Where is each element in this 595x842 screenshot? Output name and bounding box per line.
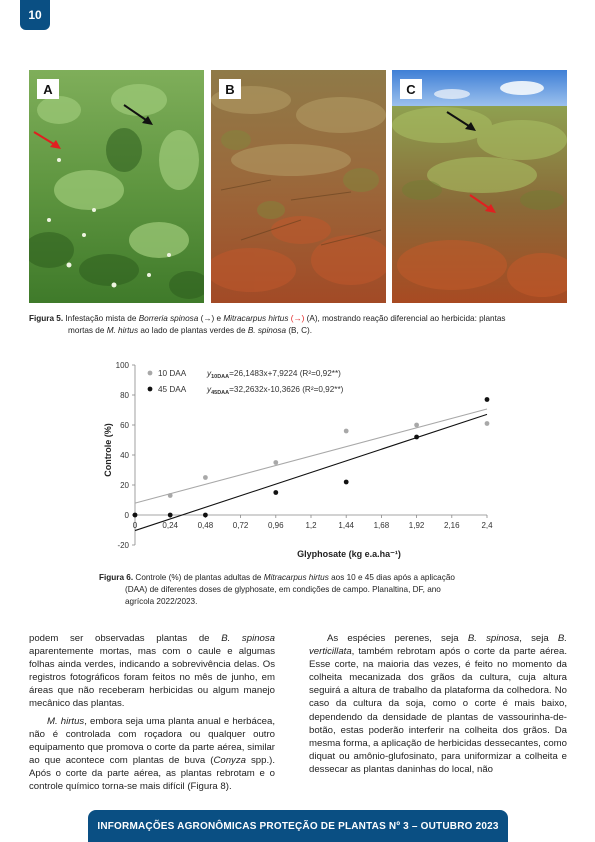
legend-label-0: 10 DAA	[158, 369, 187, 378]
photo-panel-b	[211, 70, 386, 303]
caption-continuation	[29, 325, 569, 337]
figure5-photos	[29, 70, 567, 303]
data-point-series-1	[203, 513, 208, 518]
y-tick-label: -20	[117, 541, 129, 550]
caption-text: aos 10 e 45 dias após a aplicação	[331, 573, 455, 582]
y-tick-label: 40	[120, 451, 129, 460]
data-point-series-1	[414, 435, 419, 440]
x-tick-label: 1,92	[408, 521, 425, 530]
page-number: 10	[20, 0, 50, 30]
panel-label-a: A	[37, 79, 59, 99]
species-name: Mitracarpus hirtus	[223, 314, 289, 323]
data-point-series-0	[168, 493, 173, 498]
text-run: , seja	[519, 633, 549, 644]
data-point-series-1	[344, 480, 349, 485]
species-name: Conyza	[213, 754, 246, 766]
x-tick-label: 1,68	[373, 521, 390, 530]
figure5-label: Figura 5.	[29, 314, 64, 323]
field-photo-a-image	[29, 70, 204, 303]
body-column-left	[29, 632, 275, 793]
field-photo-b-image	[211, 70, 386, 303]
x-tick-label: 0,96	[268, 521, 284, 530]
text-run: , também rebrotam após o corte da parte aérea. Esse corte, na maioria das vezes, é feito no momento da colheita mecanizada dos grãos da cultura, cuja altura seguirá a altura de trabalho da plataforma da colhedora. No caso da cultura da soja, como o corte é mais baixo, dependendo da densidade de plantas de vassourinha-de-botão, estas poderão interferir na colheita dos grãos. Da mesma forma, a aplicação de herbicidas dessecantes, como diquat ou amônio-glufosinato, para uniformizar a colheita e dessecar as plantas daninhas do local, não	[309, 646, 567, 775]
data-point-series-1	[133, 513, 138, 518]
footer-banner: INFORMAÇÕES AGRONÔMICAS PROTEÇÃO DE PLANTAS Nº 3 – OUTUBRO 2023	[88, 810, 508, 842]
x-tick-label: 1,44	[338, 521, 354, 530]
caption-text: (B, C).	[288, 325, 312, 335]
legend-marker-0	[148, 371, 153, 376]
x-tick-label: 0,48	[197, 521, 214, 530]
y-tick-label: 60	[120, 421, 129, 430]
photo-panel-c	[392, 70, 567, 303]
fit-line-0	[135, 409, 487, 503]
y-axis-label: Controle (%)	[103, 423, 113, 477]
species-name: B. verticillata	[309, 633, 567, 658]
x-axis-label: Glyphosate (kg e.a.ha⁻¹)	[297, 549, 401, 559]
panel-label-b: B	[219, 79, 241, 99]
paragraph	[29, 715, 275, 794]
species-name: M. hirtus	[47, 715, 85, 727]
legend-marker-1	[148, 387, 153, 392]
text-run: podem ser observadas plantas de	[29, 633, 210, 644]
text-run: aparentemente mortas, mas com o caule e algumas folhas ainda verdes, indicando a sobrevivência delas. Os registros fotográficos foram feitos no mês de junho, em áreas que não receberam herbicidas ou algum manejo mecânico das plantas.	[29, 646, 275, 710]
data-point-series-1	[168, 513, 173, 518]
data-point-series-0	[414, 423, 419, 428]
x-tick-label: 1,2	[305, 521, 317, 530]
x-tick-label: 0,24	[162, 521, 178, 530]
y-tick-label: 20	[120, 481, 129, 490]
y-tick-label: 0	[124, 511, 129, 520]
data-point-series-1	[273, 490, 278, 495]
panel-label-c: C	[400, 79, 422, 99]
text-run: spp.). Após o corte da parte aérea, as plantas rebrotam e o controle químico torna-se mais difícil (Figura 8).	[29, 754, 275, 793]
figure6-chart	[95, 355, 505, 565]
species-name: B. spinosa	[221, 633, 275, 644]
regression-equation-1: $y_{45DAA}=32,2632x-10,3626$ (R²=0,92**)	[207, 385, 344, 396]
x-tick-label: 2,16	[444, 521, 460, 530]
y-tick-label: 80	[120, 391, 129, 400]
field-photo-c-image	[392, 70, 567, 303]
x-tick-label: 0,72	[232, 521, 249, 530]
figure6-label: Figura 6.	[99, 573, 134, 582]
caption-text: e	[216, 314, 222, 323]
paragraph	[309, 632, 567, 776]
caption-text: mortas de	[68, 325, 105, 335]
black-arrow-symbol: (→)	[200, 314, 215, 323]
data-point-series-0	[203, 475, 208, 480]
caption-text: Controle (%) de plantas adultas de	[135, 573, 262, 582]
x-tick-label: 2,4	[481, 521, 493, 530]
caption-continuation: (DAA) de diferentes doses de glyphosate, em condições de campo. Planaltina, DF, ano	[125, 585, 441, 595]
text-run: , embora seja uma planta anual e herbácea, não é controlada com roçadora ou qualquer outro equipamento que promova o corte da parte aérea, similar ao que acontece com plantas de buva (	[29, 715, 275, 766]
species-name: M. hirtus	[106, 325, 139, 335]
data-point-series-0	[273, 460, 278, 465]
caption-continuation: agrícola 2022/2023.	[125, 597, 198, 607]
legend-label-1: 45 DAA	[158, 385, 187, 394]
data-point-series-1	[485, 397, 490, 402]
paragraph	[29, 632, 275, 711]
fit-line-1	[132, 414, 487, 530]
caption-text: ao lado de plantas verdes de	[140, 325, 246, 335]
x-tick-label: 0	[132, 521, 138, 530]
figure6-caption	[99, 572, 519, 609]
species-name: Borreria spinosa	[138, 314, 199, 323]
red-arrow-symbol: (→)	[290, 314, 305, 323]
caption-text: Infestação mista de	[65, 314, 137, 323]
species-name: B. spinosa	[247, 325, 287, 335]
data-point-series-0	[344, 429, 349, 434]
species-name: B. spinosa	[467, 633, 520, 644]
text-run: As espécies perenes, seja	[327, 633, 459, 644]
regression-equation-0: $y_{10DAA}=26,1483x+7,9224$ (R²=0,92**)	[207, 369, 341, 380]
photo-panel-a	[29, 70, 204, 303]
data-point-series-0	[485, 421, 490, 426]
species-name: Mitracarpus hirtus	[263, 573, 329, 582]
figure5-caption	[29, 313, 569, 336]
caption-text: (A), mostrando reação diferencial ao herbicida: plantas	[306, 314, 506, 323]
body-column-right	[309, 632, 567, 776]
scatter-chart	[95, 355, 505, 565]
y-tick-label: 100	[115, 361, 129, 370]
